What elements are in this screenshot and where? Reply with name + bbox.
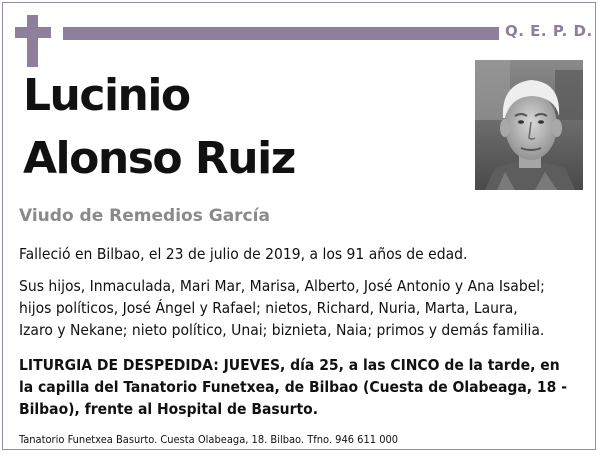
family-paragraph (19, 275, 585, 341)
cross-icon-bar (15, 27, 51, 38)
liturgy-line: LITURGIA DE DESPEDIDA: JUEVES, día 25, a las CINCO de la tarde, en (19, 356, 560, 374)
deceased-first-name: Lucinio (23, 70, 190, 121)
deceased-surnames: Alonso Ruiz (23, 133, 295, 184)
obituary-card (2, 2, 596, 450)
portrait-image (475, 60, 583, 190)
liturgy-line: la capilla del Tanatorio Funetxea, de Bilbao (Cuesta de Olabeaga, 18 - (19, 378, 567, 396)
portrait-photo (475, 60, 583, 190)
liturgy-line: Bilbao), frente al Hospital de Basurto. (19, 400, 319, 418)
family-line: Izaro y Nekane; nieto político, Unai; biznieta, Naia; primos y demás familia. (19, 321, 545, 339)
cross-icon (27, 15, 38, 67)
qepd-label: Q. E. P. D. (505, 22, 593, 40)
widower-subtitle: Viudo de Remedios García (19, 206, 270, 226)
family-line: Sus hijos, Inmaculada, Mari Mar, Marisa, Alberto, José Antonio y Ana Isabel; (19, 277, 545, 295)
liturgy-paragraph (19, 354, 585, 420)
death-announcement: Falleció en Bilbao, el 23 de julio de 2019, a los 91 años de edad. (19, 245, 468, 263)
header-band (63, 27, 499, 40)
funeral-home-footer: Tanatorio Funetxea Basurto. Cuesta Olabeaga, 18. Bilbao. Tfno. 946 611 000 (19, 433, 399, 446)
family-line: hijos políticos, José Ángel y Rafael; nietos, Richard, Nuria, Marta, Laura, (19, 299, 518, 317)
